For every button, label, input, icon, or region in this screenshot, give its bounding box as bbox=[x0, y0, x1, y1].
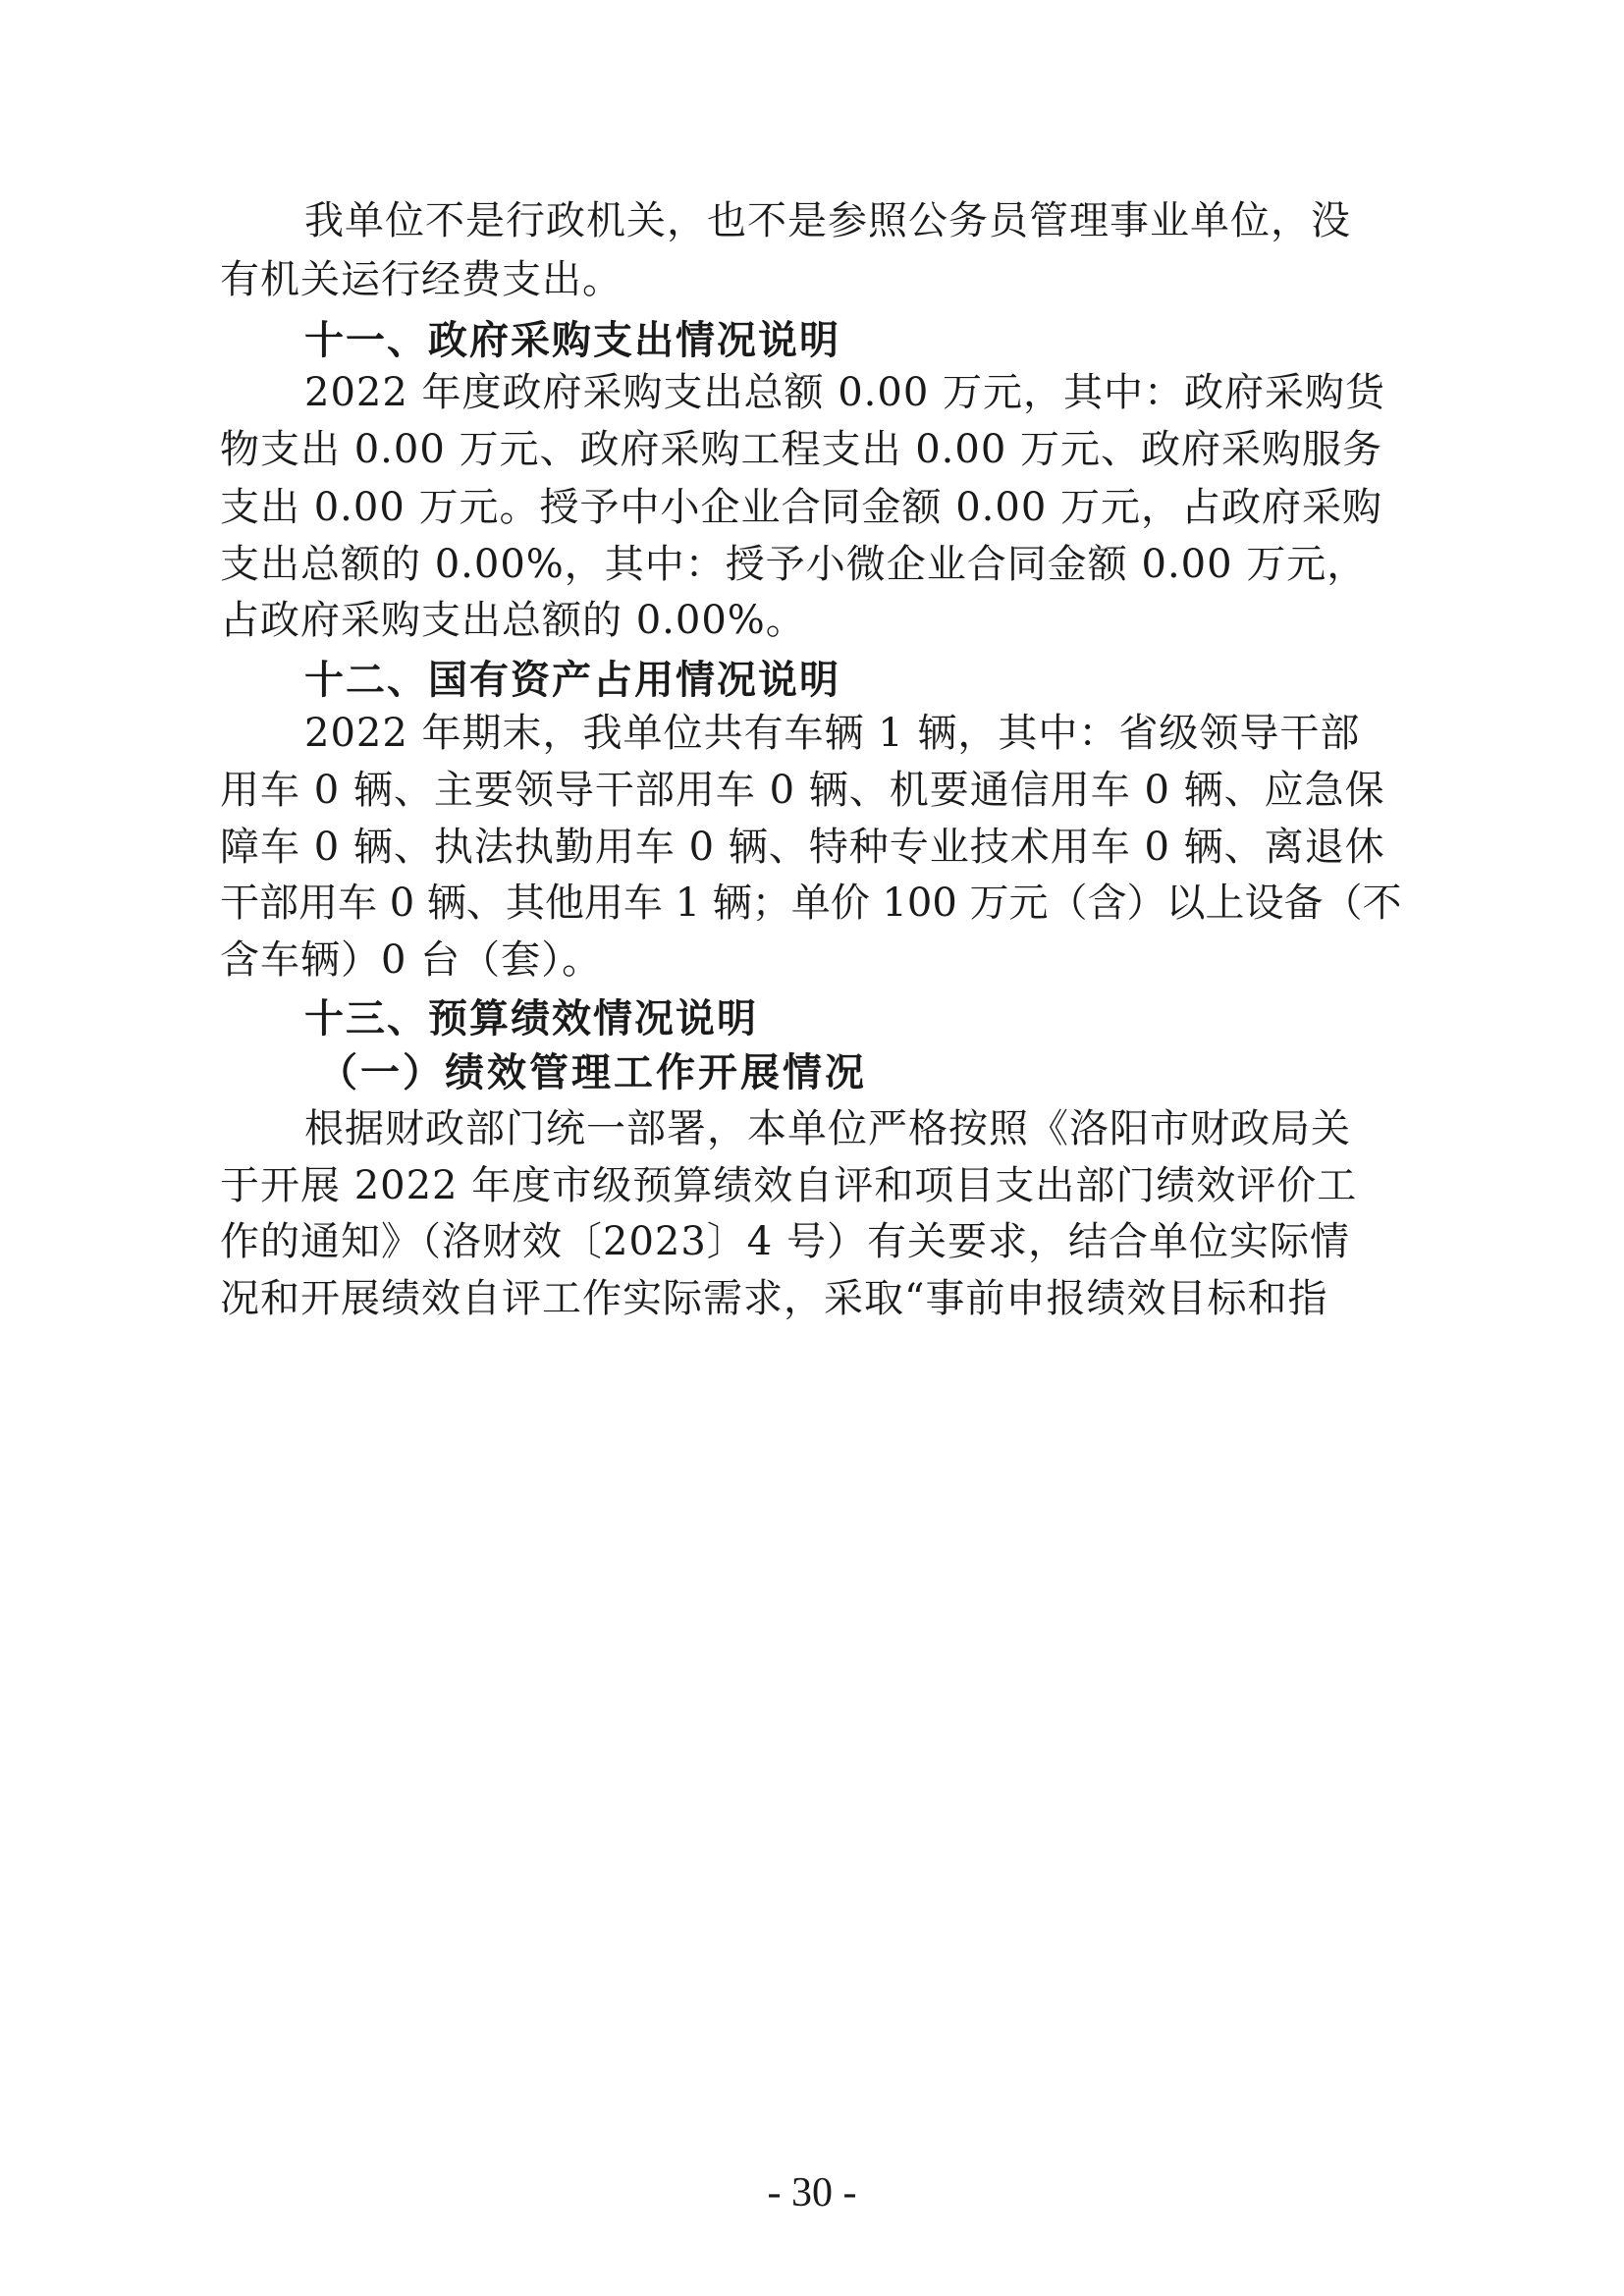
paragraph-line: 有机关运行经费支出。 bbox=[220, 257, 623, 302]
page-number: - 30 - bbox=[767, 2170, 857, 2216]
paragraph-line: 障车 0 辆、执法执勤用车 0 辆、特种专业技术用车 0 辆、离退休 bbox=[220, 825, 1385, 870]
paragraph-line: 于开展 2022 年度市级预算绩效自评和项目支出部门绩效评价工 bbox=[220, 1163, 1358, 1208]
paragraph-line: 含车辆）0 台（套）。 bbox=[220, 937, 603, 983]
paragraph-line: 2022 年度政府采购支出总额 0.00 万元，其中：政府采购货 bbox=[304, 370, 1386, 415]
paragraph-line: 占政府采购支出总额的 0.00%。 bbox=[220, 598, 806, 643]
subsection-heading: （一）绩效管理工作开展情况 bbox=[318, 1050, 867, 1095]
paragraph-line: 干部用车 0 辆、其他用车 1 辆；单价 100 万元（含）以上设备（不 bbox=[220, 881, 1402, 926]
paragraph-line: 况和开展绩效自评工作实际需求，采取“事前申报绩效目标和指 bbox=[220, 1276, 1328, 1321]
paragraph-line: 我单位不是行政机关，也不是参照公务员管理事业单位，没 bbox=[304, 198, 1351, 243]
section-heading: 十二、国有资产占用情况说明 bbox=[304, 658, 840, 703]
section-heading: 十一、政府采购支出情况说明 bbox=[304, 318, 840, 363]
paragraph-line: 支出 0.00 万元。授予中小企业合同金额 0.00 万元，占政府采购 bbox=[220, 485, 1382, 530]
paragraph-line: 根据财政部门统一部署，本单位严格按照《洛阳市财政局关 bbox=[304, 1106, 1351, 1151]
paragraph-line: 2022 年期末，我单位共有车辆 1 辆，其中：省级领导干部 bbox=[304, 711, 1361, 756]
paragraph-line: 作的通知》（洛财效〔2023〕4 号）有关要求，结合单位实际情 bbox=[220, 1219, 1350, 1264]
paragraph-line: 支出总额的 0.00%，其中：授予小微企业合同金额 0.00 万元， bbox=[220, 542, 1368, 587]
paragraph-line: 物支出 0.00 万元、政府采购工程支出 0.00 万元、政府采购服务 bbox=[220, 427, 1382, 472]
paragraph-line: 用车 0 辆、主要领导干部用车 0 辆、机要通信用车 0 辆、应急保 bbox=[220, 768, 1385, 813]
section-heading: 十三、预算绩效情况说明 bbox=[304, 996, 758, 1041]
